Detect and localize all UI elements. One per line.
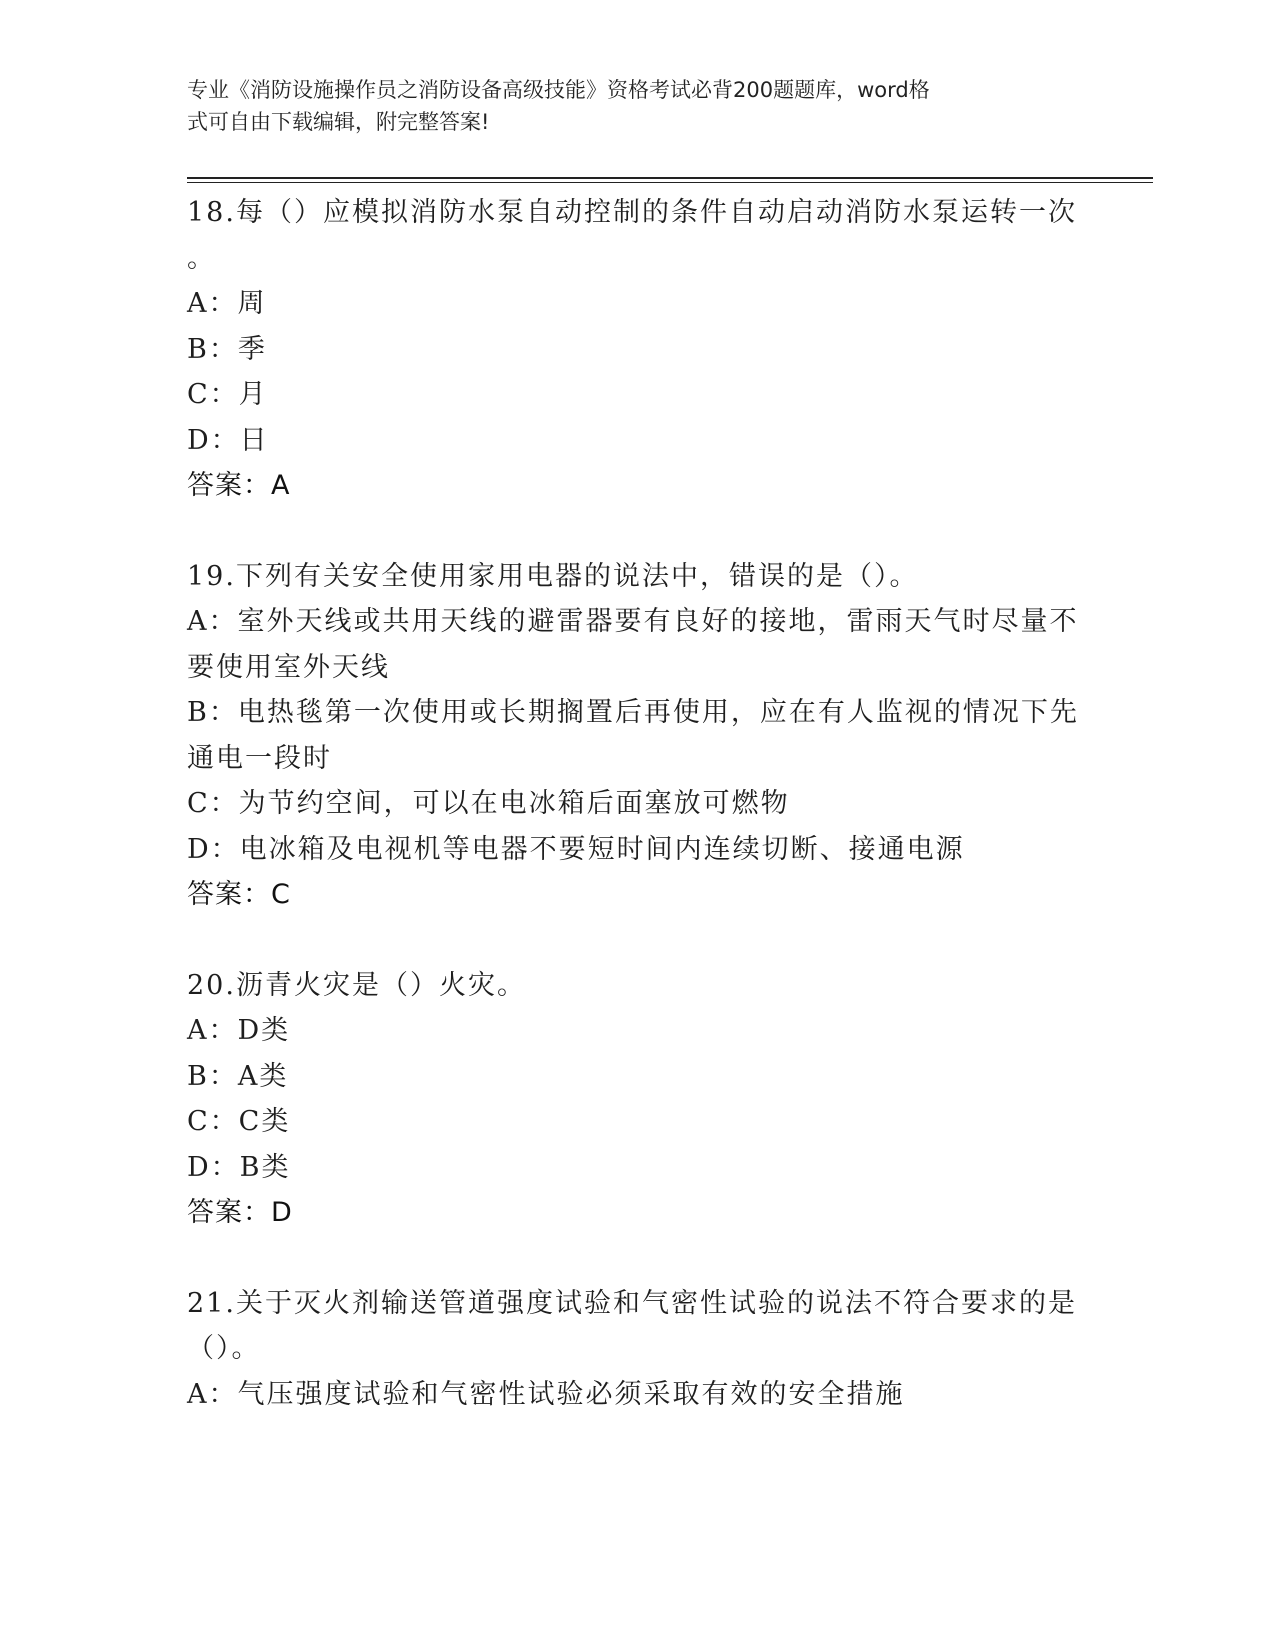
header-line-2: 式可自由下载编辑，附完整答案!	[187, 110, 490, 134]
option-d: D：B类	[187, 1151, 291, 1183]
answer-label: 答案：D	[187, 1197, 293, 1228]
option-d: D：日	[187, 424, 269, 456]
question-stem-continued: 。	[187, 242, 216, 274]
option-c: C：为节约空间，可以在电冰箱后面塞放可燃物	[187, 788, 790, 819]
header-divider-thick	[187, 177, 1153, 179]
question-stem: 18.每（）应模拟消防水泵自动控制的条件自动启动消防水泵运转一次	[187, 197, 1077, 228]
document-header	[187, 74, 1067, 138]
option-a: A：D类	[187, 1015, 291, 1046]
option-b: B：A类	[187, 1060, 289, 1092]
option-a-continued: 要使用室外天线	[187, 651, 390, 683]
option-b-continued: 通电一段时	[187, 742, 332, 774]
question-18	[187, 190, 1087, 509]
question-list	[187, 190, 1087, 1417]
spacer	[187, 918, 1087, 963]
option-a: A：室外天线或共用天线的避雷器要有良好的接地，雷雨天气时尽量不	[187, 606, 1079, 637]
question-19	[187, 554, 1087, 918]
header-line-1: 专业《消防设施操作员之消防设备高级技能》资格考试必背200题题库，word格	[187, 78, 930, 102]
spacer	[187, 509, 1087, 554]
question-stem: 20.沥青火灾是（）火灾。	[187, 969, 526, 1001]
question-stem-continued: （）。	[187, 1333, 261, 1364]
question-21	[187, 1281, 1087, 1418]
option-a: A：周	[187, 288, 267, 319]
question-stem: 21.关于灭火剂输送管道强度试验和气密性试验的说法不符合要求的是	[187, 1287, 1077, 1319]
option-c: C：C类	[187, 1106, 291, 1137]
header-divider-thin	[187, 182, 1153, 183]
question-20	[187, 963, 1087, 1236]
answer-label: 答案：C	[187, 879, 291, 910]
option-b: B：季	[187, 333, 267, 365]
option-a: A：气压强度试验和气密性试验必须采取有效的安全措施	[187, 1378, 905, 1410]
option-d: D：电冰箱及电视机等电器不要短时间内连续切断、接通电源	[187, 833, 965, 865]
spacer	[187, 1236, 1087, 1281]
option-c: C：月	[187, 379, 268, 410]
option-b: B：电热毯第一次使用或长期搁置后再使用，应在有人监视的情况下先	[187, 697, 1079, 728]
question-stem: 19.下列有关安全使用家用电器的说法中，错误的是（）。	[187, 560, 919, 592]
answer-label: 答案：A	[187, 470, 291, 501]
